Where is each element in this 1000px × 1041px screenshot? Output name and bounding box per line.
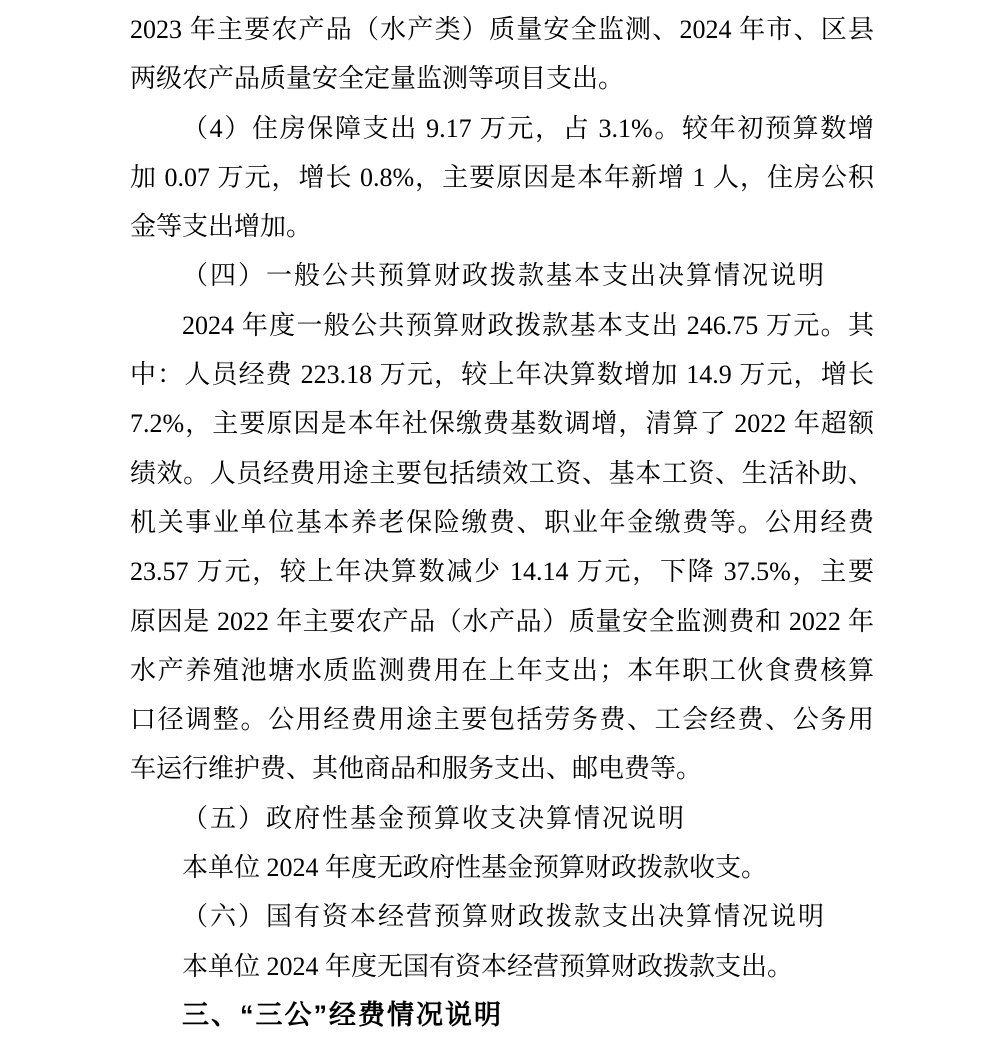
text-line: 2024 年度一般公共预算财政拨款基本支出 246.75 万元。其: [182, 310, 874, 340]
text-line: 7.2%，主要原因是本年社保缴费基数调增，清算了 2022 年超额: [130, 409, 874, 439]
section-heading-4: （四）一般公共预算财政拨款基本支出决算情况说明: [182, 261, 827, 291]
section-heading-5: （五）政府性基金预算收支决算情况说明: [182, 803, 687, 833]
text-line: 车运行维护费、其他商品和服务支出、邮电费等。: [130, 754, 703, 784]
text-line: 加 0.07 万元，增长 0.8%，主要原因是本年新增 1 人，住房公积: [130, 162, 874, 192]
text-line: 23.57 万元，较上年决算数减少 14.14 万元，下降 37.5%，主要: [130, 557, 874, 587]
text-line: 水产养殖池塘水质监测费用在上年支出；本年职工伙食费核算: [130, 655, 874, 685]
text-line: 两级农产品质量安全定量监测等项目支出。: [130, 64, 625, 94]
text-line: 本单位 2024 年度无政府性基金预算财政拨款收支。: [182, 853, 768, 883]
text-line: 绩效。人员经费用途主要包括绩效工资、基本工资、生活补助、: [130, 458, 874, 488]
text-line: 原因是 2022 年主要农产品（水产品）质量安全监测费和 2022 年: [130, 606, 874, 636]
text-line: 本单位 2024 年度无国有资本经营预算财政拨款支出。: [182, 951, 794, 981]
section-heading-three-public-funds: 三、“三公”经费情况说明: [182, 999, 503, 1030]
text-line: 中：人员经费 223.18 万元，较上年决算数增加 14.9 万元，增长: [130, 360, 874, 390]
text-line: 机关事业单位基本养老保险缴费、职业年金缴费等。公用经费: [130, 507, 874, 537]
text-line: （4）住房保障支出 9.17 万元，占 3.1%。较年初预算数增: [182, 113, 874, 143]
section-heading-6: （六）国有资本经营预算财政拨款支出决算情况说明: [182, 902, 827, 932]
text-line: 2023 年主要农产品（水产类）质量安全监测、2024 年市、区县: [130, 15, 874, 44]
text-line: 金等支出增加。: [130, 212, 313, 242]
text-line: 口径调整。公用经费用途主要包括劳务费、工会经费、公务用: [130, 705, 874, 735]
